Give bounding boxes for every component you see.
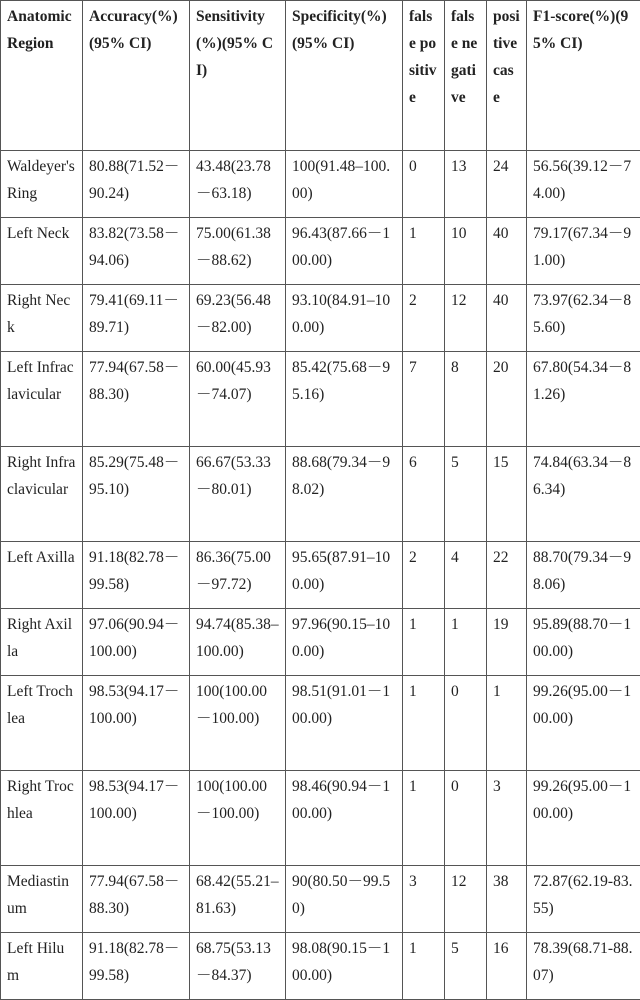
cell-specificity: 93.10(84.91–100.00) <box>286 285 403 352</box>
header-specificity: Specificity(%)(95% CI) <box>286 1 403 151</box>
cell-specificity: 100(91.48–100.00) <box>286 151 403 218</box>
cell-false-negative: 0 <box>445 771 487 866</box>
cell-f1-score: 78.39(68.71-88.07) <box>527 933 640 1000</box>
cell-sensitivity: 68.75(53.13－84.37) <box>190 933 286 1000</box>
cell-specificity: 97.96(90.15–100.00) <box>286 609 403 676</box>
cell-f1-score: 88.70(79.34－98.06) <box>527 542 640 609</box>
cell-region: Right Neck <box>1 285 83 352</box>
cell-sensitivity: 94.74(85.38–100.00) <box>190 609 286 676</box>
cell-specificity: 98.08(90.15－100.00) <box>286 933 403 1000</box>
cell-positive-case: 20 <box>487 352 527 447</box>
header-anatomic-region: Anatomic Region <box>1 1 83 151</box>
table-row <box>1 285 640 352</box>
cell-false-positive: 6 <box>403 447 445 542</box>
cell-false-negative: 8 <box>445 352 487 447</box>
cell-specificity: 85.42(75.68－95.16) <box>286 352 403 447</box>
cell-specificity: 98.46(90.94－100.00) <box>286 771 403 866</box>
cell-accuracy: 79.41(69.11－89.71) <box>83 285 190 352</box>
cell-region: Left Infraclavicular <box>1 352 83 447</box>
cell-positive-case: 19 <box>487 609 527 676</box>
cell-f1-score: 95.89(88.70－100.00) <box>527 609 640 676</box>
header-sensitivity: Sensitivity(%)(95% CI) <box>190 1 286 151</box>
cell-positive-case: 40 <box>487 285 527 352</box>
table-row <box>1 151 640 218</box>
cell-sensitivity: 66.67(53.33－80.01) <box>190 447 286 542</box>
cell-accuracy: 77.94(67.58－88.30) <box>83 352 190 447</box>
cell-accuracy: 98.53(94.17－100.00) <box>83 676 190 771</box>
cell-f1-score: 56.56(39.12－74.00) <box>527 151 640 218</box>
cell-false-positive: 1 <box>403 676 445 771</box>
cell-false-positive: 1 <box>403 771 445 866</box>
cell-sensitivity: 43.48(23.78－63.18) <box>190 151 286 218</box>
cell-false-positive: 2 <box>403 285 445 352</box>
cell-false-positive: 1 <box>403 609 445 676</box>
cell-false-positive: 1 <box>403 218 445 285</box>
cell-false-positive: 7 <box>403 352 445 447</box>
table-row <box>1 771 640 866</box>
cell-positive-case: 22 <box>487 542 527 609</box>
cell-positive-case: 3 <box>487 771 527 866</box>
cell-positive-case: 24 <box>487 151 527 218</box>
cell-false-negative: 10 <box>445 218 487 285</box>
cell-sensitivity: 100(100.00－100.00) <box>190 771 286 866</box>
cell-sensitivity: 68.42(55.21–81.63) <box>190 866 286 933</box>
cell-f1-score: 74.84(63.34－86.34) <box>527 447 640 542</box>
table-row <box>1 542 640 609</box>
cell-accuracy: 80.88(71.52－90.24) <box>83 151 190 218</box>
cell-false-positive: 2 <box>403 542 445 609</box>
table-row <box>1 218 640 285</box>
cell-false-negative: 5 <box>445 933 487 1000</box>
header-false-negative: false negative <box>445 1 487 151</box>
cell-accuracy: 83.82(73.58－94.06) <box>83 218 190 285</box>
cell-sensitivity: 75.00(61.38－88.62) <box>190 218 286 285</box>
cell-accuracy: 98.53(94.17－100.00) <box>83 771 190 866</box>
table-row <box>1 676 640 771</box>
cell-f1-score: 72.87(62.19-83.55) <box>527 866 640 933</box>
cell-accuracy: 77.94(67.58－88.30) <box>83 866 190 933</box>
cell-false-negative: 0 <box>445 676 487 771</box>
table-row <box>1 352 640 447</box>
cell-region: Mediastinum <box>1 866 83 933</box>
cell-specificity: 88.68(79.34－98.02) <box>286 447 403 542</box>
table-row <box>1 866 640 933</box>
cell-accuracy: 97.06(90.94－100.00) <box>83 609 190 676</box>
cell-positive-case: 1 <box>487 676 527 771</box>
cell-false-negative: 12 <box>445 285 487 352</box>
cell-false-positive: 0 <box>403 151 445 218</box>
cell-specificity: 95.65(87.91–100.00) <box>286 542 403 609</box>
cell-false-negative: 5 <box>445 447 487 542</box>
cell-specificity: 90(80.50－99.50) <box>286 866 403 933</box>
cell-positive-case: 16 <box>487 933 527 1000</box>
cell-region: Left Neck <box>1 218 83 285</box>
cell-accuracy: 91.18(82.78－99.58) <box>83 933 190 1000</box>
table-row <box>1 933 640 1000</box>
cell-region: Left Trochlea <box>1 676 83 771</box>
cell-specificity: 98.51(91.01－100.00) <box>286 676 403 771</box>
header-f1-score: F1-score(%)(95% CI) <box>527 1 640 151</box>
cell-region: Waldeyer's Ring <box>1 151 83 218</box>
cell-false-positive: 1 <box>403 933 445 1000</box>
cell-accuracy: 85.29(75.48－95.10) <box>83 447 190 542</box>
cell-false-negative: 13 <box>445 151 487 218</box>
cell-sensitivity: 60.00(45.93－74.07) <box>190 352 286 447</box>
table-row <box>1 609 640 676</box>
cell-false-negative: 1 <box>445 609 487 676</box>
cell-f1-score: 79.17(67.34－91.00) <box>527 218 640 285</box>
cell-f1-score: 73.97(62.34－85.60) <box>527 285 640 352</box>
header-row <box>1 1 640 151</box>
header-accuracy: Accuracy(%)(95% CI) <box>83 1 190 151</box>
cell-positive-case: 40 <box>487 218 527 285</box>
header-positive-case: positive case <box>487 1 527 151</box>
cell-sensitivity: 86.36(75.00－97.72) <box>190 542 286 609</box>
cell-false-negative: 12 <box>445 866 487 933</box>
cell-f1-score: 67.80(54.34－81.26) <box>527 352 640 447</box>
cell-region: Right Axilla <box>1 609 83 676</box>
cell-region: Right Trochlea <box>1 771 83 866</box>
cell-f1-score: 99.26(95.00－100.00) <box>527 676 640 771</box>
cell-region: Left Hilum <box>1 933 83 1000</box>
cell-f1-score: 99.26(95.00－100.00) <box>527 771 640 866</box>
table-row <box>1 447 640 542</box>
cell-sensitivity: 69.23(56.48－82.00) <box>190 285 286 352</box>
header-false-positive: false positive <box>403 1 445 151</box>
cell-false-positive: 3 <box>403 866 445 933</box>
cell-region: Right Infraclavicular <box>1 447 83 542</box>
cell-accuracy: 91.18(82.78－99.58) <box>83 542 190 609</box>
cell-specificity: 96.43(87.66－100.00) <box>286 218 403 285</box>
cell-region: Left Axilla <box>1 542 83 609</box>
cell-sensitivity: 100(100.00－100.00) <box>190 676 286 771</box>
cell-false-negative: 4 <box>445 542 487 609</box>
cell-positive-case: 15 <box>487 447 527 542</box>
cell-positive-case: 38 <box>487 866 527 933</box>
